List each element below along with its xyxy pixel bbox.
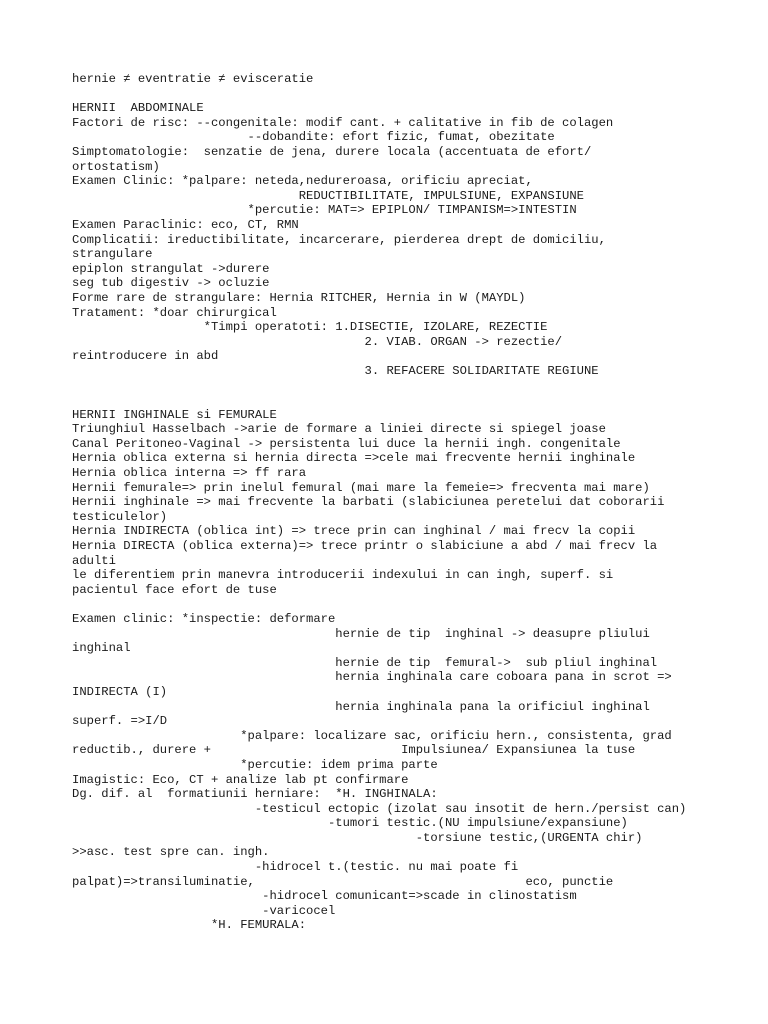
text-line: *palpare: localizare sac, orificiu hern., consistenta, grad bbox=[72, 728, 672, 743]
text-line: superf. =>I/D bbox=[72, 714, 168, 729]
text-line: 3. REFACERE SOLIDARITATE REGIUNE bbox=[72, 363, 599, 378]
text-line: -testicul ectopic (izolat sau insotit de hern./persist can) bbox=[72, 801, 687, 816]
text-line: strangulare bbox=[72, 247, 153, 262]
text-line: reductib., durere + Impulsiunea/ Expansiunea la tuse bbox=[72, 743, 636, 758]
text-line: Factori de risc: --congenitale: modif cant. + calitative in fib de colagen bbox=[72, 115, 614, 130]
text-line: Tratament: *doar chirurgical bbox=[72, 305, 277, 320]
text-line: Hernia INDIRECTA (oblica int) => trece prin can inghinal / mai frecv la copii bbox=[72, 524, 636, 539]
text-line: *H. FEMURALA: bbox=[72, 918, 307, 933]
text-line: REDUCTIBILITATE, IMPULSIUNE, EXPANSIUNE bbox=[72, 188, 584, 203]
text-line: Complicatii: ireductibilitate, incarcerare, pierderea drept de domiciliu, bbox=[72, 232, 606, 247]
text-line: Hernii femurale=> prin inelul femural (mai mare la femeie=> frecventa mai mare) bbox=[72, 480, 650, 495]
text-line: *percutie: idem prima parte bbox=[72, 757, 438, 772]
text-line: Dg. dif. al formatiunii herniare: *H. INGHINALA: bbox=[72, 787, 438, 802]
text-line: adulti bbox=[72, 553, 116, 568]
text-line: pacientul face efort de tuse bbox=[72, 582, 277, 597]
text-line: >>asc. test spre can. ingh. bbox=[72, 845, 270, 860]
text-line: *percutie: MAT=> EPIPLON/ TIMPANISM=>INTESTIN bbox=[72, 203, 577, 218]
text-line: Simptomatologie: senzatie de jena, durere locala (accentuata de efort/ bbox=[72, 144, 592, 159]
text-line: -torsiune testic,(URGENTA chir) bbox=[72, 830, 643, 845]
text-line: hernie de tip inghinal -> deasupre pliului bbox=[72, 626, 650, 641]
text-line: HERNII INGHINALE si FEMURALE bbox=[72, 407, 277, 422]
text-line: palpat)=>transiluminatie, eco, punctie bbox=[72, 874, 614, 889]
text-line: 2. VIAB. ORGAN -> rezectie/ bbox=[72, 334, 563, 349]
blank-line bbox=[72, 393, 712, 408]
text-line: -hidrocel comunicant=>scade in clinostatism bbox=[72, 889, 577, 904]
text-line: epiplon strangulat ->durere bbox=[72, 261, 270, 276]
blank-line bbox=[72, 378, 712, 393]
text-line: *Timpi operatoti: 1.DISECTIE, IZOLARE, REZECTIE bbox=[72, 320, 548, 335]
text-line: Hernia oblica interna => ff rara bbox=[72, 466, 307, 481]
text-line: Hernia DIRECTA (oblica externa)=> trece printr o slabiciune a abd / mai frecv la bbox=[72, 539, 658, 553]
text-line: Triunghiul Hasselbach ->arie de formare a liniei directe si spiegel joase bbox=[72, 422, 606, 437]
text-line: hernia inghinala pana la orificiul inghinal bbox=[72, 699, 650, 714]
text-line: le diferentiem prin manevra introducerii indexului in can ingh, superf. si bbox=[72, 568, 614, 583]
text-line: -varicocel bbox=[72, 903, 336, 918]
text-line: -hidrocel t.(testic. nu mai poate fi bbox=[72, 860, 519, 875]
text-line: -tumori testic.(NU impulsiune/expansiune) bbox=[72, 816, 628, 831]
text-line: seg tub digestiv -> ocluzie bbox=[72, 276, 270, 291]
text-line: ortostatism) bbox=[72, 159, 160, 174]
text-line: Imagistic: Eco, CT + analize lab pt confirmare bbox=[72, 772, 409, 787]
text-line: Hernii inghinale => mai frecvente la barbati (slabiciunea peretelui dat coborarii bbox=[72, 495, 665, 510]
text-line: HERNII ABDOMINALE bbox=[72, 101, 204, 116]
text-line: hernie ≠ eventratie ≠ evisceratie bbox=[72, 72, 314, 86]
blank-line bbox=[72, 597, 712, 612]
text-line: Canal Peritoneo-Vaginal -> persistenta lui duce la hernii ingh. congenitale bbox=[72, 436, 621, 451]
text-line: hernia inghinala care coboara pana in scrot => bbox=[72, 670, 672, 685]
text-line: INDIRECTA (I) bbox=[72, 684, 168, 699]
text-line: hernie de tip femural-> sub pliul inghinal bbox=[72, 655, 658, 670]
text-line: Examen Clinic: *palpare: neteda,nedureroasa, orificiu apreciat, bbox=[72, 174, 533, 189]
text-line: Examen Paraclinic: eco, CT, RMN bbox=[72, 217, 299, 232]
text-line: --dobandite: efort fizic, fumat, obezitate bbox=[72, 130, 555, 145]
text-line: testiculelor) bbox=[72, 509, 168, 524]
text-line: Examen clinic: *inspectie: deformare bbox=[72, 611, 336, 626]
text-line: inghinal bbox=[72, 641, 131, 656]
document-body bbox=[72, 72, 712, 933]
text-line: Forme rare de strangulare: Hernia RITCHER, Hernia in W (MAYDL) bbox=[72, 290, 526, 305]
text-line: reintroducere in abd bbox=[72, 349, 219, 364]
blank-line bbox=[72, 87, 712, 102]
text-line: Hernia oblica externa si hernia directa =>cele mai frecvente hernii inghinale bbox=[72, 451, 636, 466]
